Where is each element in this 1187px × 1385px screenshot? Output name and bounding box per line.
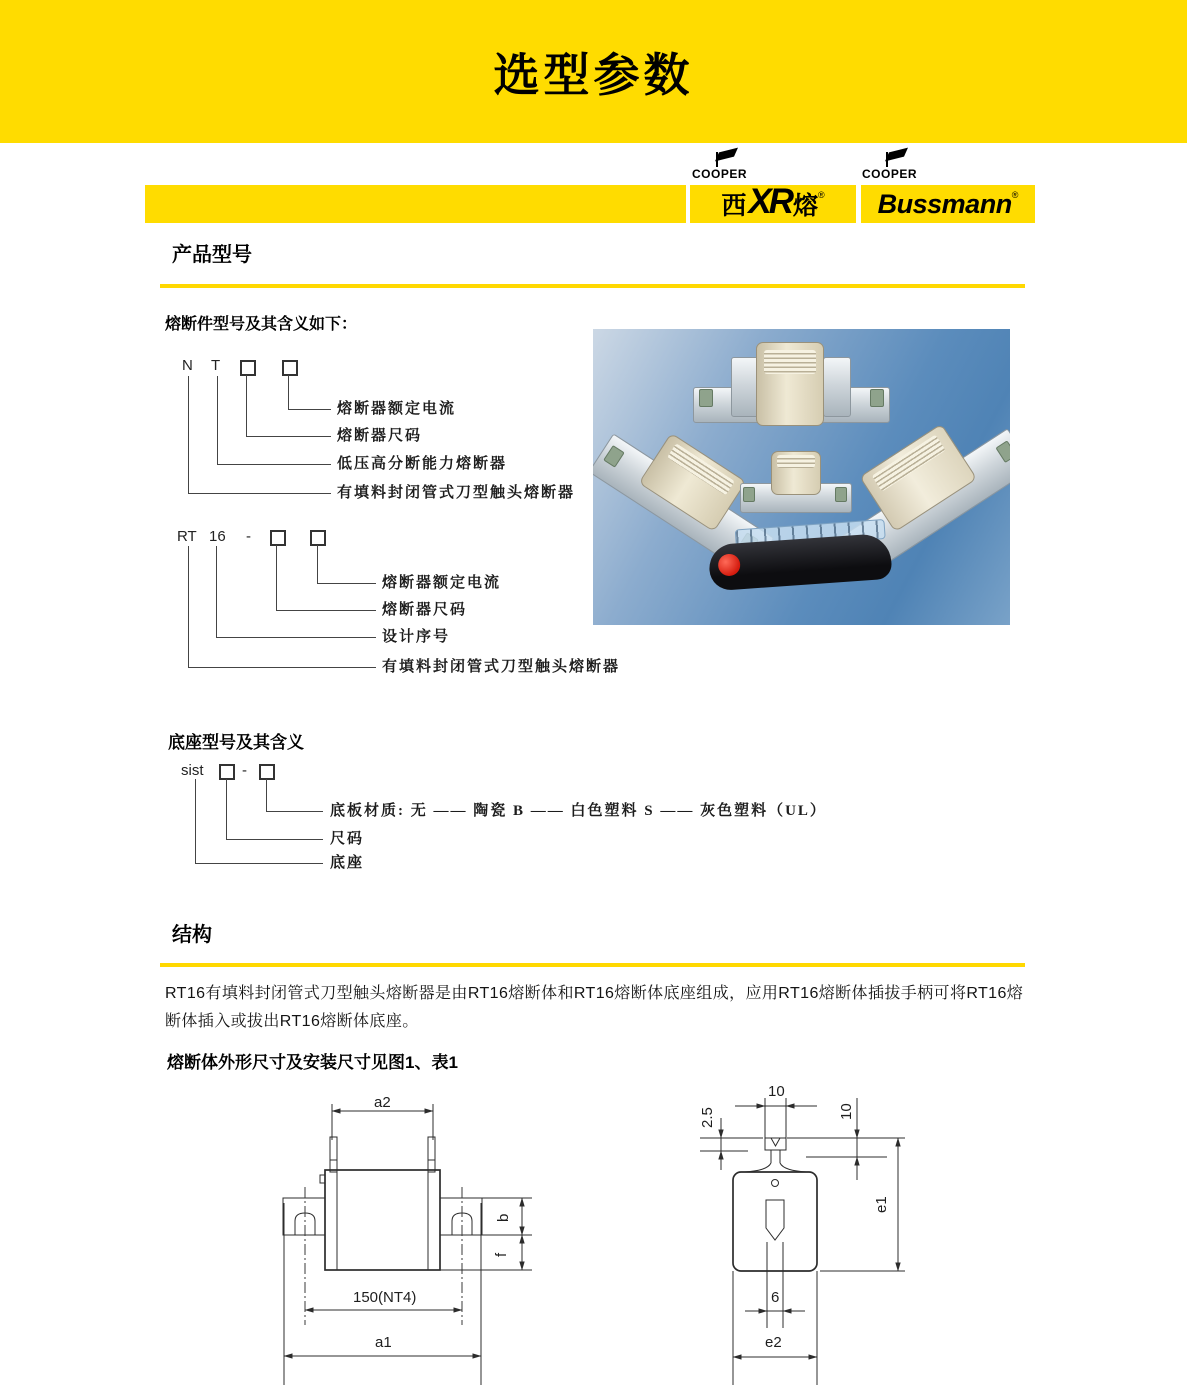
photo-top-clamp	[823, 357, 851, 417]
photo-handle	[707, 519, 893, 602]
nt-code-box	[282, 360, 298, 376]
dim-150nt4-label: 150(NT4)	[353, 1289, 417, 1306]
nt-diagram-intro: 熔断件型号及其含义如下：	[165, 316, 358, 333]
flag-icon	[715, 148, 738, 162]
sist-dash: -	[242, 762, 247, 779]
nt-label-breaking-capacity: 低压高分断能力熔断器	[337, 456, 508, 472]
rt16-label-rated-current: 熔断器额定电流	[382, 575, 502, 591]
section-heading-base-model: 底座型号及其含义	[168, 733, 304, 752]
callout-line	[195, 779, 323, 864]
figure1-side-view-drawing	[660, 1080, 950, 1385]
rt16-label-fuse-type: 有填料封闭管式刀型触头熔断器	[382, 659, 621, 675]
photo-fuse-label	[667, 443, 736, 496]
sist-label-material: 底板材质: 无 —— 陶瓷 B —— 白色塑料 S —— 灰色塑料（UL）	[330, 803, 827, 819]
rt16-symbol-16: 16	[209, 528, 226, 545]
flag-icon	[885, 148, 908, 162]
nt-symbol-t: T	[211, 357, 221, 374]
bussmann-logo	[861, 185, 1035, 223]
rt16-symbol-dash: -	[246, 528, 251, 545]
dim-b-label: b	[495, 1213, 512, 1222]
sist-prefix: sist	[181, 762, 204, 779]
figure1-front-view-drawing	[270, 1085, 545, 1385]
nt-label-size: 熔断器尺码	[337, 428, 423, 444]
product-photo	[593, 329, 1010, 625]
section-heading-product-model: 产品型号	[172, 244, 252, 266]
sist-label-size: 尺码	[330, 831, 365, 847]
cooper-wordmark: COOPER	[692, 167, 748, 181]
photo-fuse-label	[871, 434, 946, 492]
photo-top-fuse-body	[756, 342, 824, 426]
rt16-symbol-rt: RT	[177, 528, 197, 545]
photo-bolt	[743, 487, 755, 502]
section-heading-structure: 结构	[172, 924, 212, 946]
dim-a2-label: a2	[374, 1094, 391, 1111]
xirong-left-char: 西	[721, 192, 747, 220]
dim-a1-label: a1	[375, 1334, 392, 1351]
photo-center-fuse-unit	[738, 439, 853, 517]
photo-fuse-label	[777, 455, 815, 468]
rt16-label-size: 熔断器尺码	[382, 602, 468, 618]
photo-top-clamp	[731, 357, 759, 417]
rt16-code-box	[310, 530, 326, 546]
structure-paragraph: RT16有填料封闭管式刀型触头熔断器是由RT16熔断体和RT16熔断体底座组成，应用RT16熔断体插拔手柄可将RT16熔断体插入或拔出RT16熔断体底座。	[165, 985, 1024, 1030]
nt-code-box	[240, 360, 256, 376]
photo-fuse-label	[764, 350, 817, 375]
rt16-label-design-serial: 设计序号	[382, 629, 451, 645]
callout-line	[188, 546, 376, 668]
dim-6-label: 6	[771, 1289, 780, 1306]
dim-e2-label: e2	[765, 1334, 782, 1351]
figure1-caption: 熔断体外形尺寸及安装尺寸见图1、表1	[167, 1053, 458, 1072]
xirong-xr-mark: XR	[748, 182, 791, 221]
sist-label-base: 底座	[330, 855, 365, 871]
sist-code-box	[259, 764, 275, 780]
rt16-code-box	[270, 530, 286, 546]
nt-label-rated-current: 熔断器额定电流	[337, 401, 457, 417]
dim-e1-label: e1	[873, 1196, 890, 1213]
yellow-rule	[160, 284, 1025, 288]
dim-10-right-label: 10	[838, 1103, 855, 1120]
xirong-right-char: 熔	[792, 192, 818, 220]
dim-10-top-label: 10	[768, 1083, 785, 1100]
page-title: 选型参数	[493, 48, 694, 101]
nt-symbol-n: N	[182, 357, 193, 374]
page-banner	[0, 0, 1187, 143]
sist-code-box	[219, 764, 235, 780]
callout-line	[188, 376, 331, 494]
dim-f-label: f	[493, 1252, 510, 1257]
registered-mark-icon: ®	[818, 190, 825, 200]
logo-strip-bar	[145, 185, 686, 223]
photo-bolt	[870, 389, 884, 407]
photo-bolt	[835, 487, 847, 502]
photo-bolt	[699, 389, 713, 407]
xirong-logo	[690, 182, 856, 223]
nt-label-fuse-type: 有填料封闭管式刀型触头熔断器	[337, 485, 576, 501]
registered-mark-icon: ®	[1011, 190, 1019, 200]
dim-2-5-label: 2.5	[699, 1107, 716, 1128]
yellow-rule	[160, 963, 1025, 967]
photo-fuse-body	[771, 451, 821, 495]
bussmann-wordmark: Bussmann	[877, 188, 1012, 219]
cooper-wordmark: COOPER	[862, 167, 918, 181]
